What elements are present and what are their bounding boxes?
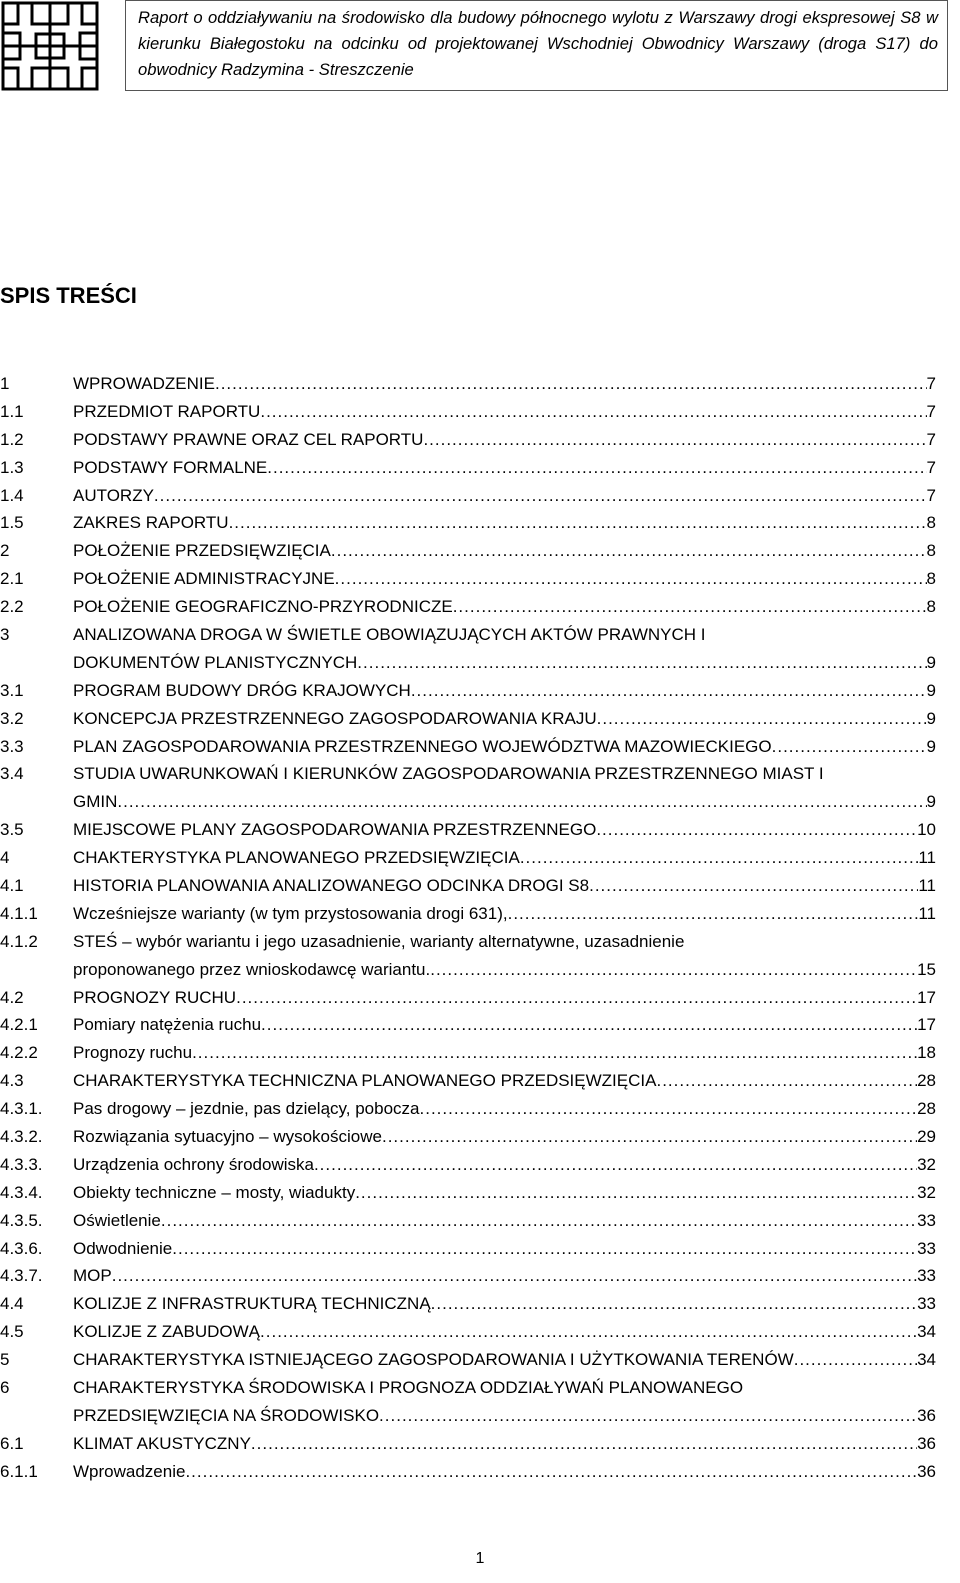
toc-entry-page: 8 xyxy=(926,597,936,617)
toc-entry-title: Pas drogowy – jezdnie, pas dzielący, pobocza xyxy=(73,1099,420,1119)
toc-entry-number: 4.1 xyxy=(0,876,24,896)
toc-leader-dots xyxy=(431,1290,917,1318)
toc-entry-title: KONCEPCJA PRZESTRZENNEGO ZAGOSPODAROWANIA KRAJU xyxy=(73,708,597,728)
toc-leader-dots xyxy=(430,956,917,984)
toc-entry-number: 4.3.4. xyxy=(0,1182,43,1202)
toc-entry-title: Wcześniejsze warianty (w tym przystosowania drogi 631), xyxy=(73,903,508,923)
toc-entry-page: 9 xyxy=(926,708,936,728)
toc-entry[interactable] xyxy=(0,1318,936,1346)
toc-entry-number: 4.3.7. xyxy=(0,1266,43,1286)
toc-entry-page: 36 xyxy=(917,1405,936,1425)
toc-entry-number: 4.3.1. xyxy=(0,1099,43,1119)
toc-leader-dots xyxy=(423,426,926,454)
toc-entry-page: 9 xyxy=(926,736,936,756)
toc-leader-dots xyxy=(357,649,926,677)
toc-entry-page: 32 xyxy=(917,1154,936,1174)
toc-entry[interactable] xyxy=(0,1095,936,1123)
toc-entry-page: 15 xyxy=(917,959,936,979)
toc-entry[interactable] xyxy=(0,593,936,621)
toc-entry[interactable] xyxy=(0,1067,936,1095)
toc-leader-dots xyxy=(260,1318,917,1346)
toc-entry[interactable] xyxy=(0,900,936,928)
toc-leader-dots xyxy=(589,872,918,900)
toc-entry-number: 4.1.1 xyxy=(0,903,38,923)
toc-entry-number: 2.1 xyxy=(0,569,24,589)
toc-leader-dots xyxy=(236,984,917,1012)
toc-entry-title: PRZEDSIĘWZIĘCIA NA ŚRODOWISKO xyxy=(73,1405,380,1425)
toc-entry-page: 9 xyxy=(926,680,936,700)
toc-entry[interactable] xyxy=(0,509,936,537)
toc-entry-number: 4.1.2 xyxy=(0,931,38,951)
toc-entry-title: STUDIA UWARUNKOWAŃ I KIERUNKÓW ZAGOSPODAROWANIA PRZESTRZENNEGO MIAST I xyxy=(73,764,824,784)
toc-entry-number: 4.3 xyxy=(0,1071,24,1091)
toc-entry-title: PODSTAWY PRAWNE ORAZ CEL RAPORTU xyxy=(73,429,424,449)
toc-leader-dots xyxy=(172,1235,917,1263)
toc-entry[interactable] xyxy=(0,370,936,398)
toc-entry-page: 11 xyxy=(918,876,936,896)
toc-entry-page: 7 xyxy=(926,373,936,393)
toc-entry-page: 7 xyxy=(926,429,936,449)
toc-entry-page: 18 xyxy=(917,1043,936,1063)
toc-entry-number: 4.3.6. xyxy=(0,1238,43,1258)
toc-entry-page: 7 xyxy=(926,485,936,505)
toc-leader-dots xyxy=(192,1039,917,1067)
toc-entry-page: 34 xyxy=(917,1350,936,1370)
toc-entry-page: 32 xyxy=(917,1182,936,1202)
toc-entry-page: 7 xyxy=(926,457,936,477)
toc-entry-number: 1.5 xyxy=(0,513,24,533)
logo-icon xyxy=(0,0,100,92)
toc-entry-title: Obiekty techniczne – mosty, wiadukty xyxy=(73,1182,356,1202)
toc-entry-title: KOLIZJE Z ZABUDOWĄ xyxy=(73,1322,261,1342)
toc-leader-dots xyxy=(355,1179,917,1207)
toc-entry[interactable] xyxy=(0,1039,936,1067)
header-title: Raport o oddziaływaniu na środowisko dla budowy północnego wylotu z Warszawy drogi ekspresowej S8 w kierunku Białegostoku na odcinku od projektowanej Wschodniej Obwodnicy Warszawy (droga S17) do obwodnicy Radzymina - Streszczenie xyxy=(138,8,938,79)
toc-entry[interactable] xyxy=(0,1458,936,1486)
toc-entry-number: 5 xyxy=(0,1350,10,1370)
toc-entry[interactable] xyxy=(0,677,936,705)
toc-entry-number: 2.2 xyxy=(0,597,24,617)
toc-entry[interactable] xyxy=(0,537,936,565)
toc-entry-number: 3.5 xyxy=(0,820,24,840)
toc-leader-dots xyxy=(331,537,927,565)
toc-entry-title: Rozwiązania sytuacyjno – wysokościowe xyxy=(73,1127,382,1147)
toc-entry-number: 4.5 xyxy=(0,1322,24,1342)
toc-entry-number: 3.4 xyxy=(0,764,24,784)
toc-entry-page: 33 xyxy=(917,1210,936,1230)
toc-entry-page: 28 xyxy=(917,1071,936,1091)
toc-entry-number: 4 xyxy=(0,848,10,868)
toc-entry-title: Pomiary natężenia ruchu xyxy=(73,1015,262,1035)
toc-leader-dots xyxy=(267,454,926,482)
toc-leader-dots xyxy=(596,816,917,844)
toc-entry[interactable] xyxy=(0,426,936,454)
toc-leader-dots xyxy=(261,1011,917,1039)
toc-entry-title: PRZEDMIOT RAPORTU xyxy=(73,401,261,421)
toc-entry-number: 3.1 xyxy=(0,680,24,700)
toc-entry-title: Wprowadzenie xyxy=(73,1461,186,1481)
toc-entry[interactable] xyxy=(0,1263,936,1291)
toc-entry[interactable] xyxy=(0,482,936,510)
toc-entry-title: POŁOŻENIE PRZEDSIĘWZIĘCIA xyxy=(73,541,331,561)
toc-entry-page: 17 xyxy=(917,987,936,1007)
toc-heading: SPIS TREŚCI xyxy=(0,283,137,308)
toc-entry-title: ZAKRES RAPORTU xyxy=(73,513,229,533)
toc-leader-dots xyxy=(229,509,927,537)
toc-entry[interactable] xyxy=(0,621,936,649)
toc-entry-page: 36 xyxy=(917,1433,936,1453)
toc-entry-number: 3 xyxy=(0,625,10,644)
toc-entry[interactable] xyxy=(0,1290,936,1318)
toc-leader-dots xyxy=(335,565,927,593)
toc-entry-number: 1 xyxy=(0,373,10,393)
toc-entry-page: 10 xyxy=(917,820,936,840)
toc-entry[interactable] xyxy=(0,1430,936,1458)
toc-entry-number: 4.4 xyxy=(0,1294,24,1314)
toc-entry-title: PROGRAM BUDOWY DRÓG KRAJOWYCH xyxy=(73,680,411,700)
toc-entry-title: KLIMAT AKUSTYCZNY xyxy=(73,1433,251,1453)
toc-entry-number: 4.2.1 xyxy=(0,1015,38,1035)
toc-entry-page: 33 xyxy=(917,1238,936,1258)
toc-entry-page: 33 xyxy=(917,1294,936,1314)
toc-entry-title: CHARAKTERYSTYKA ISTNIEJĄCEGO ZAGOSPODAROWANIA I UŻYTKOWANIA TERENÓW xyxy=(73,1350,794,1370)
toc-entry[interactable] xyxy=(0,1179,936,1207)
toc-entry[interactable] xyxy=(0,1123,936,1151)
toc-entry[interactable] xyxy=(0,705,936,733)
toc-entry-number: 4.3.2. xyxy=(0,1127,43,1147)
toc-leader-dots xyxy=(251,1430,917,1458)
toc-entry[interactable] xyxy=(0,1374,936,1402)
toc-entry-page: 36 xyxy=(917,1461,936,1481)
toc-entry-page: 11 xyxy=(918,848,936,868)
toc-entry[interactable] xyxy=(0,844,936,872)
toc-leader-dots xyxy=(314,1151,917,1179)
toc-entry-title: CHARAKTERYSTYKA ŚRODOWISKA I PROGNOZA ODDZIAŁYWAŃ PLANOWANEGO xyxy=(73,1378,744,1398)
toc-entry-number: 1.4 xyxy=(0,485,24,505)
toc-entry-number: 3.2 xyxy=(0,708,24,728)
toc-entry[interactable] xyxy=(0,565,936,593)
toc-leader-dots xyxy=(597,705,927,733)
toc-entry-page: 9 xyxy=(926,792,936,812)
toc-entry[interactable] xyxy=(0,872,936,900)
toc-leader-dots xyxy=(260,398,926,426)
toc-entry-number: 4.3.3. xyxy=(0,1154,43,1174)
toc-entry-title: DOKUMENTÓW PLANISTYCZNYCH xyxy=(73,652,358,672)
toc-entry-number: 3.3 xyxy=(0,736,24,756)
toc-entry-title: PROGNOZY RUCHU xyxy=(73,987,237,1007)
toc-entry-page: 34 xyxy=(917,1322,936,1342)
toc-entry-title: PODSTAWY FORMALNE xyxy=(73,457,268,477)
toc-leader-dots xyxy=(420,1095,918,1123)
toc-entry-number: 4.3.5. xyxy=(0,1210,43,1230)
toc-entry-number: 6.1.1 xyxy=(0,1461,38,1481)
toc-entry[interactable] xyxy=(0,1151,936,1179)
toc-entry[interactable] xyxy=(0,1235,936,1263)
toc-leader-dots xyxy=(794,1346,917,1374)
toc-entry[interactable] xyxy=(0,1346,936,1374)
toc-entry-title: Urządzenia ochrony środowiska xyxy=(73,1154,314,1174)
toc-leader-dots xyxy=(161,1207,917,1235)
toc-entry-title: MIEJSCOWE PLANY ZAGOSPODAROWANIA PRZESTRZENNEGO xyxy=(73,820,597,840)
toc-entry[interactable] xyxy=(0,816,936,844)
toc-entry[interactable] xyxy=(0,1207,936,1235)
toc-entry-title: ANALIZOWANA DROGA W ŚWIETLE OBOWIĄZUJĄCYCH AKTÓW PRAWNYCH I xyxy=(73,625,706,644)
toc-entry-page: 8 xyxy=(926,569,936,589)
toc-leader-dots xyxy=(154,482,927,510)
toc-entry-title: PLAN ZAGOSPODAROWANIA PRZESTRZENNEGO WOJEWÓDZTWA MAZOWIECKIEGO xyxy=(73,736,772,756)
toc-leader-dots xyxy=(656,1067,917,1095)
toc-entry[interactable] xyxy=(0,1011,936,1039)
toc-entry-number: 6.1 xyxy=(0,1433,24,1453)
toc-entry-title: Prognozy ruchu xyxy=(73,1043,193,1063)
toc-entry-number: 6 xyxy=(0,1378,10,1398)
toc-entry[interactable] xyxy=(0,454,936,482)
toc-leader-dots xyxy=(411,677,927,705)
toc-entry-title: WPROWADZENIE xyxy=(73,373,215,393)
toc-entry-title: Odwodnienie xyxy=(73,1238,173,1258)
toc-entry-number: 4.2 xyxy=(0,987,24,1007)
toc-entry[interactable] xyxy=(0,649,936,677)
toc-entry-page: 29 xyxy=(917,1127,936,1147)
toc-leader-dots xyxy=(112,1262,917,1290)
toc-entry-page: 9 xyxy=(926,652,936,672)
toc-leader-dots xyxy=(520,844,919,872)
toc-entry-title: CHAKTERYSTYKA PLANOWANEGO PRZEDSIĘWZIĘCIA xyxy=(73,848,520,868)
toc-leader-dots xyxy=(772,733,927,761)
toc-entry-page: 7 xyxy=(926,401,936,421)
toc-entry-title: CHARAKTERYSTYKA TECHNICZNA PLANOWANEGO PRZEDSIĘWZIĘCIA xyxy=(73,1071,657,1091)
toc-entry-title: MOP xyxy=(73,1266,112,1286)
page-number: 1 xyxy=(475,1550,485,1567)
toc-entry-title: AUTORZY xyxy=(73,485,154,505)
toc-entry[interactable] xyxy=(0,1402,936,1430)
toc-leader-dots xyxy=(215,370,927,398)
toc-entry[interactable] xyxy=(0,733,936,761)
toc-entry-page: 8 xyxy=(926,541,936,561)
toc-entry-number: 1.2 xyxy=(0,429,24,449)
toc-entry-page: 11 xyxy=(918,903,936,923)
toc-entry[interactable] xyxy=(0,928,936,956)
toc-entry-number: 4.2.2 xyxy=(0,1043,38,1063)
toc-entry-page: 33 xyxy=(917,1266,936,1286)
toc-entry[interactable] xyxy=(0,788,936,816)
toc-entry[interactable] xyxy=(0,398,936,426)
toc-entry-title: HISTORIA PLANOWANIA ANALIZOWANEGO ODCINKA DROGI S8 xyxy=(73,876,590,896)
toc-leader-dots xyxy=(117,788,926,816)
toc-entry[interactable] xyxy=(0,760,936,788)
toc-entry-title: STEŚ – wybór wariantu i jego uzasadnienie, warianty alternatywne, uzasadnienie xyxy=(73,931,685,951)
toc-entry-number: 2 xyxy=(0,541,10,561)
toc-entry-page: 8 xyxy=(926,513,936,533)
toc-entry[interactable] xyxy=(0,984,936,1012)
toc-leader-dots xyxy=(379,1402,917,1430)
toc-leader-dots xyxy=(453,593,927,621)
toc-entry-number: 1.3 xyxy=(0,457,24,477)
toc-leader-dots xyxy=(382,1123,917,1151)
toc-entry-title: GMIN xyxy=(73,792,118,812)
toc-entry[interactable] xyxy=(0,956,936,984)
toc-entry-title: Oświetlenie xyxy=(73,1210,161,1230)
toc-entry-page: 28 xyxy=(917,1099,936,1119)
toc-leader-dots xyxy=(508,900,919,928)
toc-entry-number: 1.1 xyxy=(0,401,24,421)
toc-entry-title: KOLIZJE Z INFRASTRUKTURĄ TECHNICZNĄ xyxy=(73,1294,431,1314)
table-of-contents xyxy=(0,370,936,1486)
toc-entry-title: proponowanego przez wnioskodawcę wariantu. xyxy=(73,959,431,979)
toc-entry-title: POŁOŻENIE GEOGRAFICZNO-PRZYRODNICZE xyxy=(73,597,453,617)
toc-entry-title: POŁOŻENIE ADMINISTRACYJNE xyxy=(73,569,335,589)
toc-entry-page: 17 xyxy=(917,1015,936,1035)
toc-leader-dots xyxy=(185,1458,917,1486)
